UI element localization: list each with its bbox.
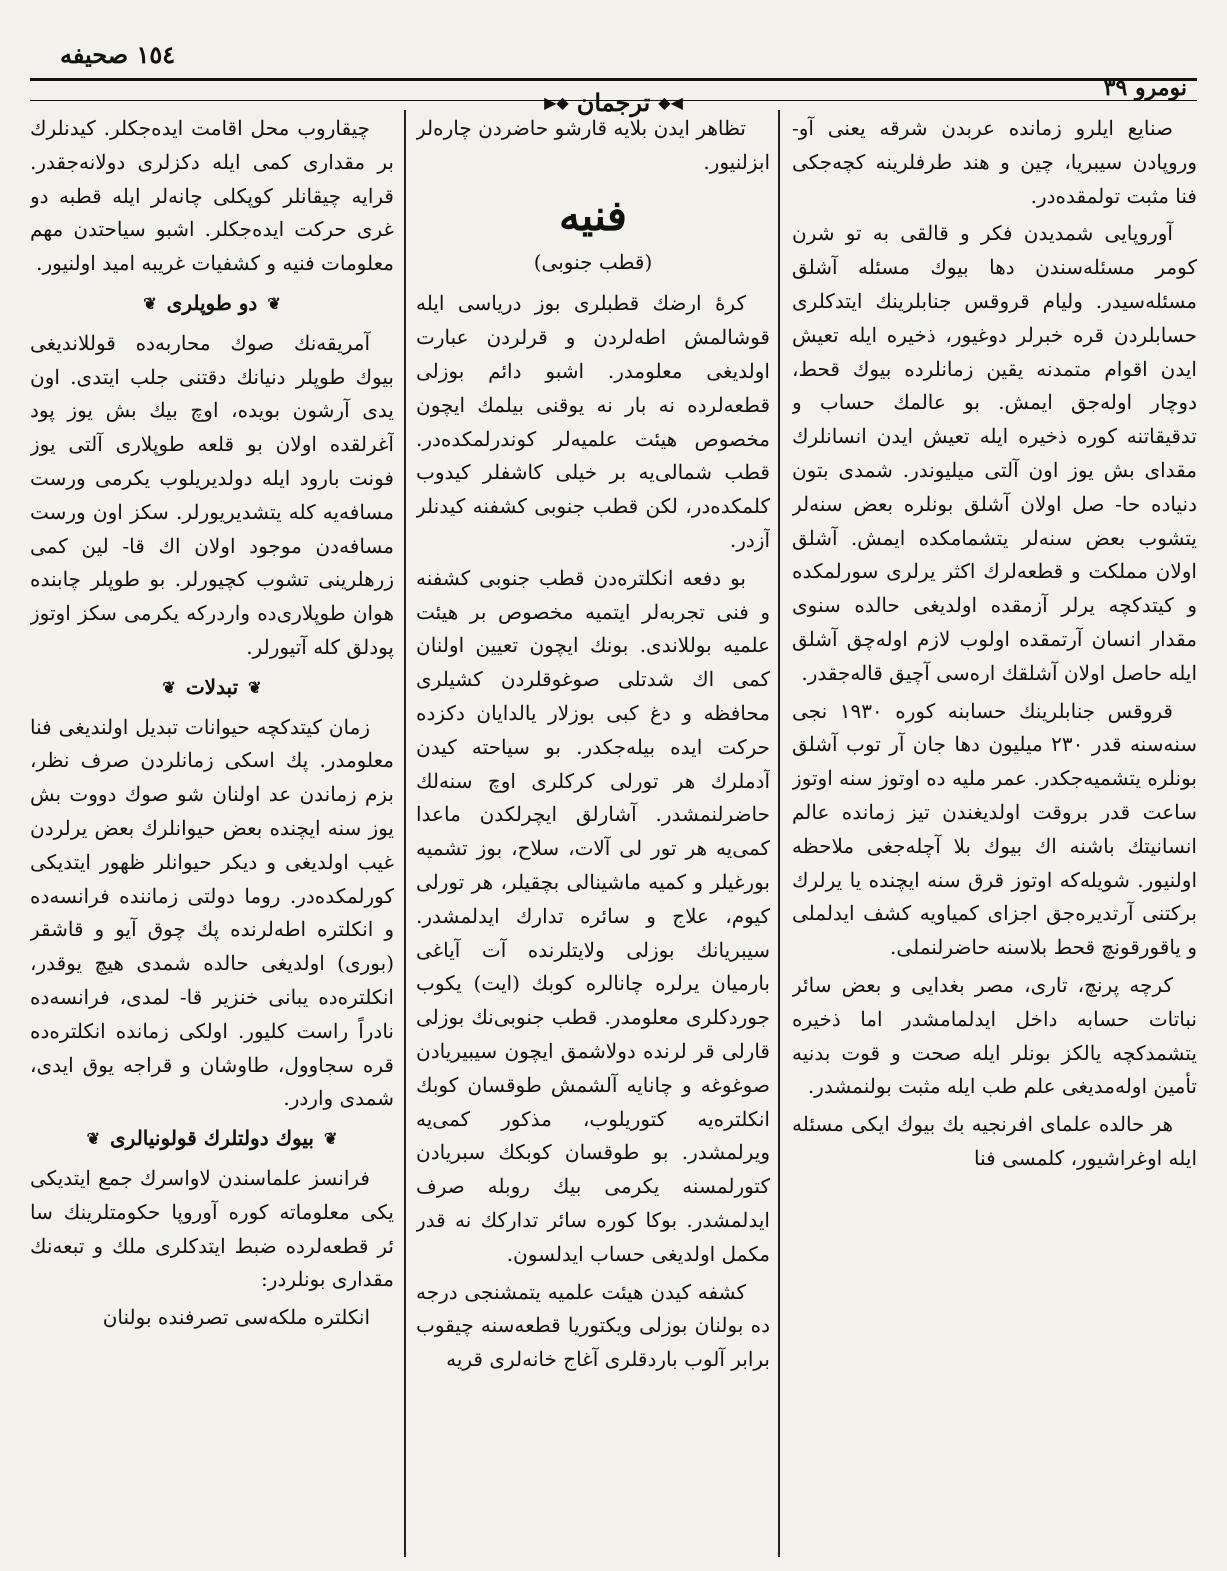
paragraph: انکلتره ملکه‌سی تصرفنده بولنان — [102, 1305, 370, 1330]
paragraph: فرانسز علماسندن لاواسرك جمع ایتدیکی یکی معلوماته کوره آوروپا حکومتلرینك سا ئر قطعه‌لرده ضبط ایتدکلری ملك و تبعه‌نك مقداری بونلردر: — [30, 1165, 394, 1292]
header-rule-thin — [30, 100, 1197, 101]
paragraph: هر حالده علمای افرنجیه بك بیوك ایکی مسئله ایله اوغراشیور، کلمسی فنا — [792, 1112, 1197, 1170]
section-title: فنیه — [559, 190, 627, 240]
ornament-icon: ❦ — [267, 293, 281, 313]
right-column — [792, 112, 1197, 1557]
paragraph: آوروپایی شمدیدن فکر و قالقی به تو شرن کومر مسئله‌سندن دها بیوك مسئله آشلق مسئله‌سیدر. ولیام قروقس جنابلرینك ایتدکلری حسابلردن قره خبرلر دوغیور، ذخیره ایله تعیش ایدن اقوام متمدنه یقین زمانلرده بیوك قحط، دوچار اوله‌جق ایمش. بو عالمك حساب و تدقیقاتنه کوره ذخیره ایله تعیش ایدن انسانلرك مقدای بش یوز اون آلتی میلیوندر. شمدی بتون دنیاده حا- صل اولان آشلق بونلره بعض سنه‌لر یتشوب بعض سنه‌لر یتشمامکده ایمش. آشلق اولان مملکت و قطعه‌لرك اکثر یرلری سورلمکده و کیتدکچه یرلر آزمقده اولدیغی حالده سنوی مقدار انسان آرتمقده اولوب لازم اوله‌چق آشلق ایله حاصل اولان آشلقك اره‌سی آچیق قاله‌جقدر. — [792, 221, 1197, 685]
left-column — [30, 112, 394, 1557]
paragraph: زمان کیتدکچه حیوانات تبدیل اولندیغی فنا معلومدر. پك اسکی زمانلردن صرف نظر، بزم زماندن عد اولنان شو صوك دووت بش یوز سنه ایچنده بعض حیوانلرك بعض یرلردن غیب اولدیغی و دیکر حیوانلر ظهور ایتدیکی کورلمکده‌در. روما دولتی زماننده فرانسه‌ده و انکلتره اطه‌لرنده پك چوق آیو و قاشقر (بوری) اولدیغی حالده شمدی هیچ یوقدر، انکلتره‌ده یبانی خنزیر قا- لمدی، فرانسه‌ده نادراً راست کلیور. اولکی زمانده انکلتره‌ده قره سجاوول، طاوشان و قراجه یوق ایدی، شمدی واردر. — [30, 714, 394, 1111]
page-number: ١٥٤ صحيفه — [60, 40, 176, 69]
ornament-icon: ◀◆ — [658, 93, 683, 112]
paragraph: صنایع ایلرو زمانده عربدن شرقه یعنی آو- وروپادن سیبریا، چین و هند طرفلرینه کچه‌جکی فنا مثبت تولمقده‌در. — [792, 116, 1197, 208]
section-heading — [30, 1122, 394, 1156]
paragraph: کرهٔ ارضك قطبلری بوز دریاسی ایله قوشالمش اطه‌لردن و قرلردن عبارت اولدیغی معلومدر. اشبو دائم بوزلی قطعه‌لرده نه بار نه یوقنی بیلمك ایچون مخصوص هیئت علمیه‌لر کوندرلمکده‌در. قطب شمالی‌یه بر خیلی کاشفلر کیدوب کلمکده‌در، لکن قطب جنوبی کشفنه کیدنلر آزدر. — [416, 291, 770, 552]
section-subtitle: (قطب جنوبی) — [533, 249, 653, 274]
newspaper-title: ترجمان — [576, 88, 651, 117]
ornament-icon: ❦ — [324, 1129, 338, 1149]
section-heading-text: دو طوپلری — [166, 290, 258, 315]
paragraph: بو دفعه انکلتره‌دن قطب جنوبی کشفنه و فنی تجربه‌لر ایتمیه مخصوص بر هیئت علمیه بوللاندی. بونك ایچون تعیین اولنان کمی اك شدتلی صوغوقلردن کشیلری محافظه و دغ کبی بوزلار یالدایان دکزده حرکت ایده بیله‌جکدر. بو سیاحته کیدن آدملرك هر تورلی کرکلری اوچ سنه‌لك حاضرلنمشدر. آشارلق ایچرلکدن ماعدا کمی‌یه هر تور لی آلات، سلاح، بوز تشمیه بورغیلر و کمیه ماشینالی بچقیلر، هر تورلی کیوم، علاج و سائره تدارك ایدلمشدر. سیبریانك بوزلی ولایتلرنده آت آیاغی بارمیان یرلره چانالره کوبك (ایت) یکوب جوردکلری معلومدر. قطب جنوبی‌نك بوزلی قارلی قر لرنده دولاشمق ایچون سیبیریادن صوغوغه و چانایه آلشمش طوقسان کوبك انکلتره‌یه کتوریلوب، مذکور کمی‌یه ویرلمشدر. بو طوقسان کوبکك سبریادن کتورلمسنه یکرمی بیك روبله صرف ایدلمشدر. بوکا کوره سائر تدارکك نه قدر مکمل اولدیغی حساب ایدلسون. — [416, 565, 770, 1266]
middle-column — [416, 112, 770, 1557]
ornament-icon: ❦ — [162, 677, 176, 697]
column-divider — [404, 110, 406, 1557]
column-divider — [778, 110, 780, 1557]
section-heading-text: بیوك دولتلرك قولونیالری — [110, 1126, 314, 1151]
paragraph: کشفه کیدن هیئت علمیه یتمشنجی درجه ده بولنان بوزلی ویکتوریا قطعه‌سنه چیقوب برابر آلوب باردقلری آغاج خانه‌لری قریه — [416, 1279, 770, 1372]
ornament-icon: ◆▶ — [544, 93, 569, 112]
ornament-icon: ❦ — [86, 1129, 101, 1149]
paragraph: قروقس جنابلرینك حسابنه کوره ١٩٣٠ نجی سنه‌سنه قدر ٢٣٠ میلیون دها جان آر توب آشلق بونلره یتشمیه‌جکدر. عمر ملیه ده اوتوز سنه اوتوز ساعت قدر بروقت اولدیغندن تیز زمانده عالم انسانیتك باشنه اك بیوك بلا آچله‌جغی ملاحظه اولنیور. شویله‌که اوتوز قرق سنه ایچنده یا یرلرك برکتنی آرتدیره‌جق اجزای کمیاویه کشف ایدلملی و یاقورقونچ قحط بلاسنه حاضرلنملی. — [792, 698, 1197, 960]
section-heading — [30, 287, 394, 321]
section-heading-text: تبدلات — [185, 674, 239, 699]
paragraph: آمریقه‌نك صوك محاربه‌ده قوللاندیغی بیوك طوپلر دنیانك دقتنی جلب ایتدی. اون یدی آرشون بویده، اوچ بیك بش یوز پود آغرلقده اولان بو قلعه طوپلاری آلتی یوز فونت بارود ایله دولدیریلوب یکرمی ورست مسافه‌یه کله یتشدیریورلر. سکز اون ورست مسافه‌دن موجود اولان اك قا- لین کمی زرهلرینی تشوب کچیورلر. بو طوپلر چابنده هوان طوپلاری‌ده واردرکه یکرمی سکز اوتوز پودلق کله آتیورلر. — [30, 330, 394, 659]
ornament-icon: ❦ — [143, 293, 157, 313]
section-heading — [30, 671, 394, 705]
header-rule — [30, 78, 1197, 81]
paragraph: چیقاروب محل اقامت ایده‌جکلر. کیدنلرك بر مقداری کمی ایله دکزلری دولانه‌جقدر. قرایه چیقانلر کوپکلی چانه‌لر ایله قطبه دو غری حرکت ایده‌جکلر. اشبو سیاحتدن مهم معلومات فنیه و کشفیات غریبه امید اولنیور. — [30, 116, 394, 276]
ornament-icon: ❦ — [248, 677, 262, 697]
paragraph: تظاهر ایدن بلایه قارشو حاضردن چاره‌لر ابزلنیور. — [416, 116, 770, 174]
issue-number: نومرو ٣٩ — [1103, 75, 1187, 101]
page-header — [30, 30, 1197, 117]
paragraph: کرچه پرنچ، تاری، مصر بغدایی و بعض سائر نباتات حسابه داخل ایدلمامشدر اما ذخیره یتشمدکچه یالکز بونلر ایله صحت و قوت بدنیه تأمین اوله‌مدیغی علم طب ایله مثبت بولنمشدر. — [792, 972, 1197, 1099]
